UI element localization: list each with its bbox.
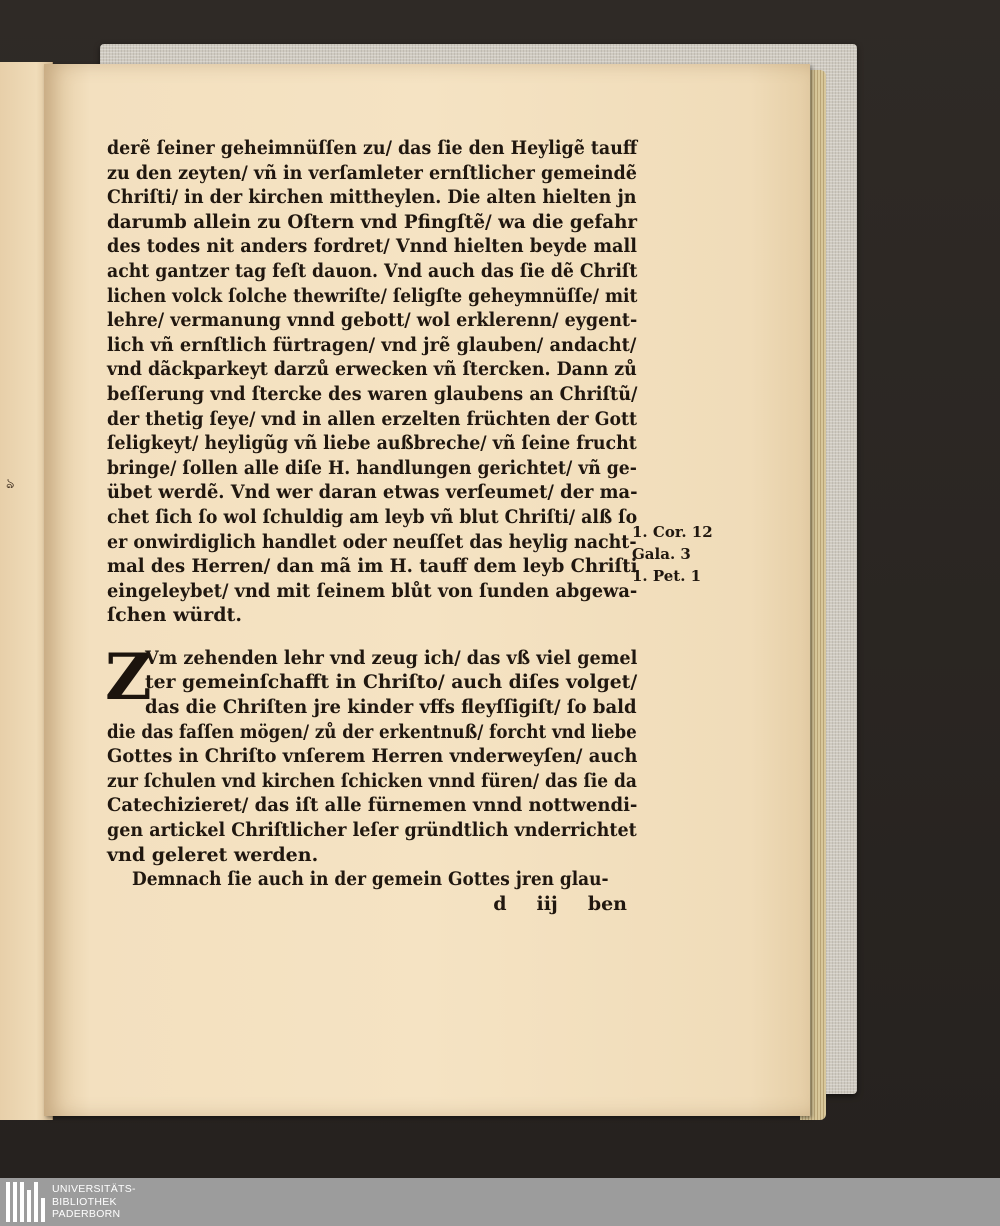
- library-footer: [0, 1178, 1000, 1226]
- paragraph-1: [107, 136, 637, 628]
- left-page-mark: ঌ: [6, 476, 15, 492]
- paragraph-2: [105, 639, 638, 867]
- text-line: eingeleybet/ vnd mit ſeinem blůt von ſunden abgewa-: [107, 579, 638, 602]
- margin-notes: [632, 521, 713, 587]
- catchword: ben: [587, 892, 627, 915]
- text-line: mal des Herren/ dan mã im H. tauff dem leyb Chriſti: [107, 555, 638, 578]
- text-line: zur ſchulen vnd kirchen ſchicken vnnd füren/ das ſie da: [107, 769, 637, 792]
- signature-line: [107, 892, 637, 917]
- library-name-line: UNIVERSITÄTS-: [52, 1183, 136, 1195]
- page-text: [107, 136, 637, 916]
- text-line: ſchen würdt.: [107, 604, 242, 627]
- text-line: acht gantzer tag feſt dauon. Vnd auch das ſie dẽ Chriſt: [107, 259, 638, 282]
- library-name: [52, 1183, 136, 1221]
- text-line: darumb allein zu Oſtern vnd Pfingſtẽ/ wa die gefahr: [107, 210, 638, 233]
- text-line: vnd geleret werden.: [107, 843, 319, 866]
- text-line: lehre/ vermanung vnnd gebott/ wol erklerenn/ eygent-: [107, 309, 638, 332]
- drop-cap-initial: Z: [105, 639, 152, 715]
- text-line: Gottes in Chriſto vnſerem Herren vnderweyſen/ auch: [107, 745, 638, 768]
- margin-note: Gala. 3: [632, 545, 691, 563]
- margin-note: 1. Cor. 12: [632, 523, 713, 541]
- text-line: beſſerung vnd ſtercke des waren glaubens an Chriſtũ/: [107, 382, 638, 405]
- text-line: derẽ ſeiner geheimnüſſen zu/ das ſie den Heyligẽ tauff: [107, 137, 638, 159]
- text-line: lichen volck ſolche thewriſte/ ſeligſte geheymnüſſe/ mit: [107, 284, 638, 307]
- text-line: des todes nit anders fordret/ Vnnd hielten beyde mall: [107, 235, 637, 258]
- text-line: bringe/ ſollen alle diſe H. handlungen gerichtet/ vñ ge-: [107, 456, 637, 479]
- text-line: übet werdẽ. Vnd wer daran etwas verſeumet/ der ma-: [107, 481, 638, 504]
- text-line: Chriſti/ in der kirchen mittheylen. Die alten hielten jn: [107, 186, 637, 209]
- signature-number: iij: [536, 892, 558, 915]
- text-line: das die Chriſten jre kinder vffs fleyſſigiſt/ ſo bald: [145, 696, 637, 719]
- text-line: der thetig ſeye/ vnd in allen erzelten früchten der Gott: [107, 407, 638, 430]
- text-line: gen artickel Chriſtlicher leſer gründtlich vnderrichtet: [107, 819, 637, 842]
- text-line: lich vñ ernſtlich fürtragen/ vnd jrẽ glauben/ andacht/: [107, 333, 637, 356]
- text-line: ſeligkeyt/ heyligũg vñ liebe außbreche/ vñ ſeine frucht: [107, 432, 637, 455]
- paragraph-3-line: Demnach ſie auch in der gemein Gottes jren glau-: [132, 868, 609, 891]
- library-name-line: PADERBORN: [52, 1208, 121, 1220]
- text-line: die das faſſen mögen/ zů der erkentnuß/ forcht vnd liebe: [107, 720, 637, 743]
- text-line: Vm zehenden lehr vnd zeug ich/ das vß viel gemel: [145, 646, 638, 669]
- paragraph-2-initial-block: [105, 639, 638, 720]
- text-line: chet ſich ſo wol ſchuldig am leyb vñ blut Chriſti/ alß ſo: [107, 505, 638, 528]
- text-line: vnd dãckparkeyt darzů erwecken vñ ſtercken. Dann zů: [107, 358, 637, 381]
- text-line: ter gemeinſchafft in Chriſto/ auch diſes volget/: [145, 671, 638, 694]
- text-line: zu den zeyten/ vñ in verſamleter ernſtlicher gemeindẽ: [107, 161, 637, 184]
- library-name-line: BIBLIOTHEK: [52, 1195, 117, 1208]
- text-line: er onwirdiglich handlet oder neuſſet das heylig nacht-: [107, 530, 637, 553]
- library-logo-icon: [6, 1182, 46, 1222]
- margin-note: 1. Pet. 1: [632, 567, 702, 585]
- text-line: Catechizieret/ das iſt alle fürnemen vnnd nottwendi-: [107, 794, 638, 817]
- signature-mark: d: [493, 892, 507, 915]
